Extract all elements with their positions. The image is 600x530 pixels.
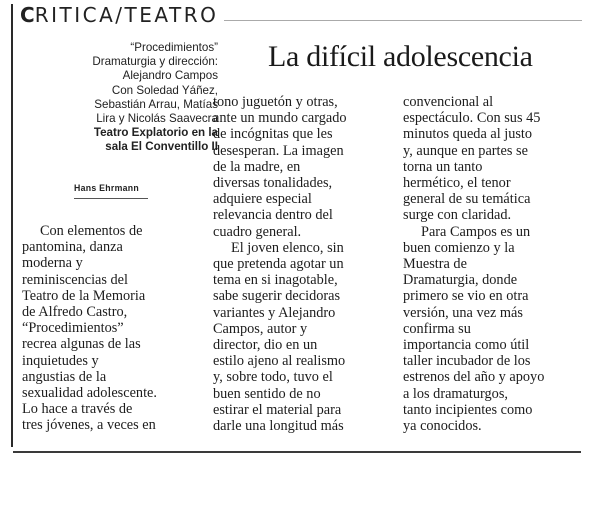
article-line: minutos queda al justo	[403, 126, 533, 143]
article-line: de la madre, en	[213, 158, 301, 175]
byline: Hans Ehrmann	[74, 183, 140, 194]
bottom-rule	[13, 451, 581, 453]
article-line: de incógnitas que les	[213, 126, 333, 143]
article-line: tema en si inagotable,	[213, 272, 338, 289]
article-line: buen sentido de no	[213, 385, 321, 402]
article-line: a los dramaturgos,	[403, 385, 508, 402]
article-line: director, dio en un	[213, 337, 318, 354]
article-line: general de su temática	[403, 191, 531, 208]
article-line: reminiscencias del	[22, 271, 128, 288]
headline: La difícil adolescencia	[268, 40, 533, 73]
article-line: Para Campos es un	[421, 223, 531, 240]
section-header	[20, 3, 218, 27]
article-line: Campos, autor y	[213, 320, 308, 337]
article-line: convencional al	[403, 94, 494, 110]
article-line: versión, una vez más	[403, 304, 523, 321]
article-line: angustias de la	[22, 368, 107, 385]
article-line: tanto incipientes como	[403, 401, 533, 418]
credits-line: Con Soledad Yáñez,	[111, 83, 218, 97]
article-column-2	[213, 94, 347, 434]
credits-line: Sebastián Arrau, Matías	[94, 97, 218, 111]
article-line: inquietudes y	[22, 352, 99, 369]
credits-line: Dramaturgia y dirección:	[92, 55, 218, 69]
article-line: sexualidad adolescente.	[22, 385, 157, 402]
article-line: estilo ajeno al realismo	[213, 353, 346, 370]
article-line: espectáculo. Con sus 45	[403, 110, 541, 127]
article-line: torna un tanto	[403, 158, 483, 175]
article-line: diversas tonalidades,	[213, 175, 333, 192]
credits-box	[20, 41, 218, 155]
credits-line: sala El Conventillo II	[105, 140, 218, 154]
section-word-teatro: TEATRO	[124, 3, 219, 27]
article-line: taller incubador de los	[403, 353, 531, 370]
article-line: “Procedimientos”	[22, 320, 124, 337]
article-line: que pretenda agotar un	[213, 256, 344, 273]
article-line: recrea algunas de las	[22, 336, 141, 353]
article-line: Con elementos de	[40, 223, 143, 239]
article-line: surge con claridad.	[403, 207, 512, 224]
article-line: primero se vio en otra	[403, 288, 529, 305]
article-line: ante un mundo cargado	[213, 110, 347, 127]
article-line: confirma su	[403, 320, 471, 337]
section-slash: /	[115, 3, 125, 27]
article-line: ya conocidos.	[403, 418, 482, 435]
article-line: cuadro general.	[213, 223, 302, 240]
article-line: importancia como útil	[403, 337, 530, 354]
credits-line: “Procedimientos”	[130, 41, 218, 54]
article-line: relevancia dentro del	[213, 207, 333, 224]
article-line: El joven elenco, sin	[231, 239, 344, 256]
article-line: estrenos del año y apoyo	[403, 369, 545, 386]
article-line: variantes y Alejandro	[213, 304, 336, 321]
article-line: pantomina, danza	[22, 239, 123, 256]
article-line: buen comienzo y la	[403, 239, 515, 256]
article-line: de Alfredo Castro,	[22, 304, 128, 321]
article-line: y, sobre todo, tuvo el	[213, 369, 333, 386]
article-line: y, aunque en partes se	[403, 142, 528, 159]
article-line: Teatro de la Memoria	[22, 287, 146, 304]
section-initial: C	[20, 3, 35, 27]
byline-underline	[74, 198, 148, 199]
article-column-3	[403, 94, 544, 434]
credits-line: Lira y Nicolás Saavecra	[96, 112, 218, 126]
article-line: desesperan. La imagen	[213, 142, 344, 159]
article-line: Lo hace a través de	[22, 401, 133, 418]
article-line: moderna y	[22, 255, 83, 272]
article-line: tres jóvenes, a veces en	[22, 417, 156, 434]
credits-line: Alejandro Campos	[122, 69, 218, 83]
left-column-rule	[11, 4, 13, 447]
credits-line: Teatro Explatorio en la	[93, 126, 218, 140]
section-word-critica: RITICA	[34, 3, 116, 27]
article-line: Dramaturgia, donde	[403, 272, 518, 289]
article-line: estirar el material para	[213, 401, 342, 418]
article-line: darle una longitud más	[213, 418, 344, 435]
article-column-1	[22, 223, 157, 434]
article-line: adquiere especial	[213, 191, 312, 208]
article-line: Muestra de	[403, 256, 467, 273]
header-rule	[224, 20, 582, 21]
article-line: tono juguetón y otras,	[213, 94, 338, 110]
article-line: sabe sugerir decidoras	[213, 288, 341, 305]
article-line: hermético, el tenor	[403, 175, 511, 192]
